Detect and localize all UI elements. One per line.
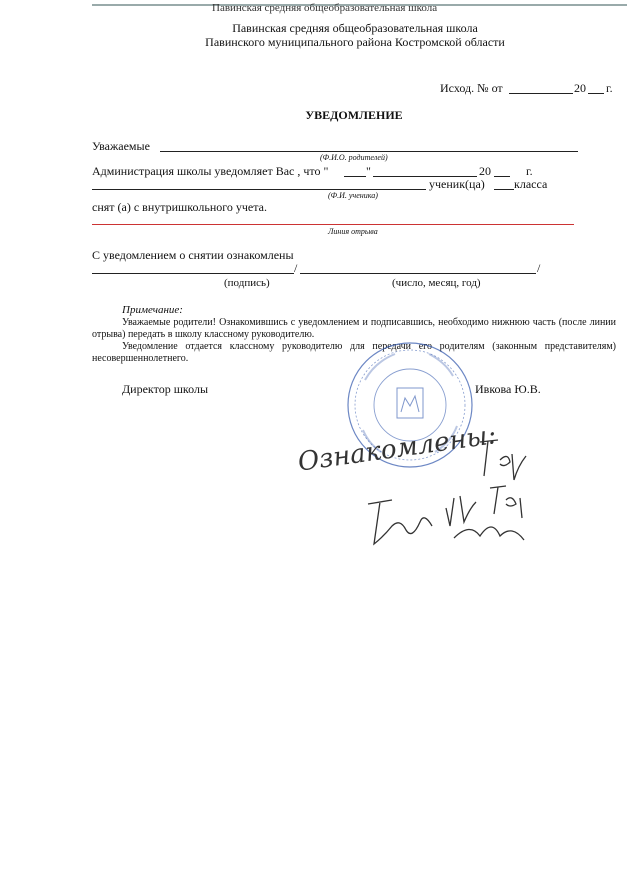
admin-year-suffix: г. bbox=[526, 164, 533, 178]
student-caption: (Ф.И. ученика) bbox=[328, 191, 378, 200]
day-blank bbox=[344, 176, 366, 177]
cut-header-text: Павинская средняя общеобразовательная школа bbox=[212, 2, 438, 14]
document-title: УВЕДОМЛЕНИЕ bbox=[305, 108, 403, 122]
signature-blank bbox=[92, 273, 294, 274]
acknowledged-text: С уведомлением о снятии ознакомлены bbox=[92, 248, 294, 262]
admin-year-prefix: 20 bbox=[479, 164, 491, 178]
tear-line-caption: Линия отрыва bbox=[328, 227, 378, 236]
parents-name-blank bbox=[160, 151, 578, 152]
handwritten-signature-2 bbox=[440, 478, 550, 548]
note-label: Примечание: bbox=[122, 304, 183, 316]
signature-caption: (подпись) bbox=[224, 277, 270, 289]
outgoing-number-blank bbox=[509, 93, 573, 94]
slash-1: / bbox=[294, 261, 298, 275]
school-district: Павинского муниципального района Костромской области bbox=[205, 35, 505, 49]
date-caption: (число, месяц, год) bbox=[392, 277, 481, 289]
salutation-label: Уважаемые bbox=[92, 139, 150, 153]
date-blank bbox=[300, 273, 536, 274]
note-paragraph-2: Уведомление отдается классному руководителю для передачи его родителям (законным представителям) несовершеннолетнего. bbox=[92, 341, 616, 364]
admin-year-blank bbox=[494, 176, 510, 177]
student-label: ученик(ца) bbox=[429, 177, 485, 191]
quote-close: " bbox=[366, 164, 371, 178]
outgoing-number-label: Исход. № от bbox=[440, 81, 503, 95]
note-paragraph-1: Уважаемые родители! Ознакомившись с уведомлением и подписавшись, необходимо нижнюю часть (после линии отрыва) передать в школу классному руководителю. bbox=[92, 317, 616, 340]
handwritten-acknowledged: Ознакомлены: bbox=[296, 420, 499, 478]
director-label: Директор школы bbox=[122, 382, 209, 396]
outgoing-year-blank bbox=[588, 93, 604, 94]
slash-2: / bbox=[537, 261, 541, 275]
outgoing-year-suffix: г. bbox=[606, 81, 613, 95]
parents-caption: (Ф.И.О. родителей) bbox=[320, 153, 388, 162]
tear-line bbox=[92, 224, 574, 225]
class-label: класса bbox=[514, 177, 548, 191]
outgoing-year-prefix: 20 bbox=[574, 81, 586, 95]
removed-text: снят (а) с внутришкольного учета. bbox=[92, 200, 267, 214]
student-name-blank bbox=[92, 189, 426, 190]
class-blank bbox=[494, 189, 514, 190]
admin-notice-text: Администрация школы уведомляет Вас , что " bbox=[92, 164, 329, 178]
director-name: Ивкова Ю.В. bbox=[475, 382, 541, 396]
handwritten-signature-3 bbox=[362, 496, 442, 556]
school-name: Павинская средняя общеобразовательная школа bbox=[232, 21, 478, 35]
